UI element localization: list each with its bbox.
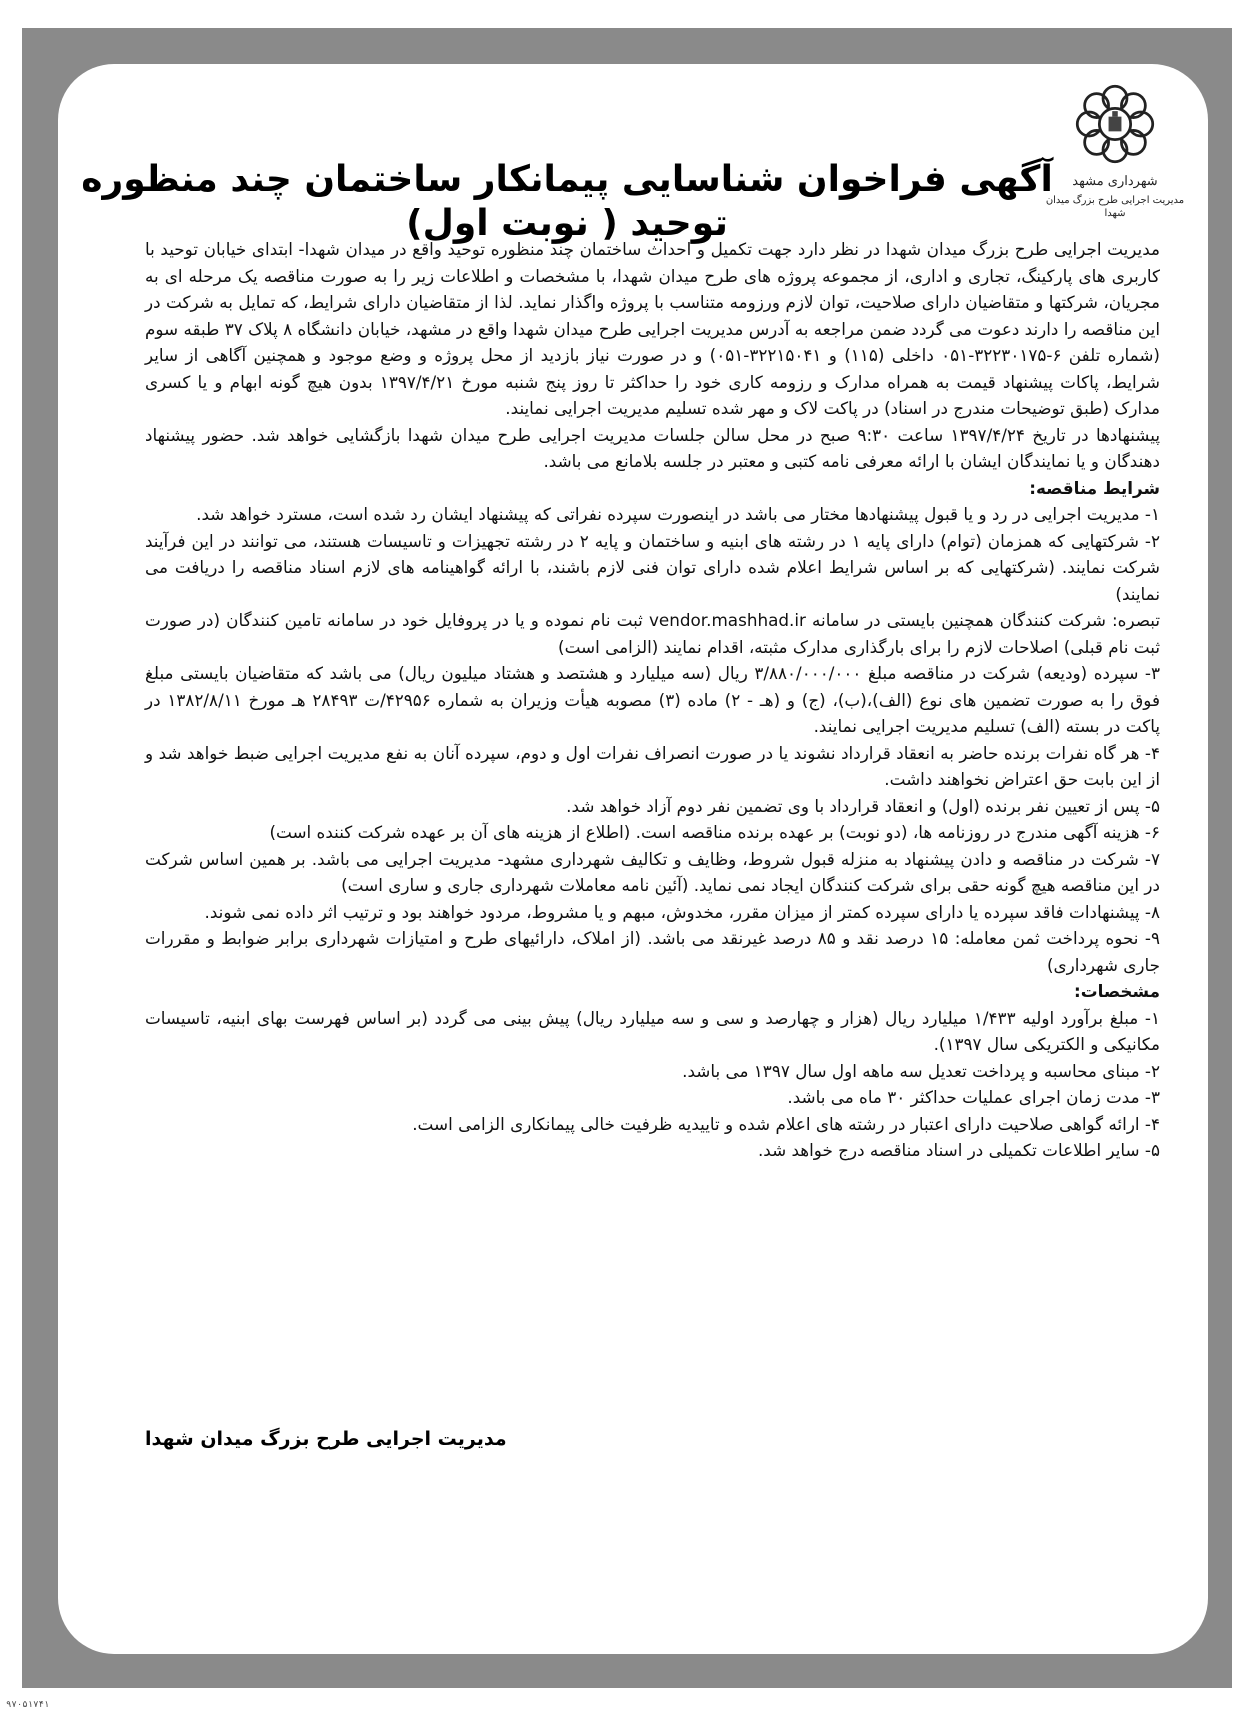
opening-paragraph: پیشنهادها در تاریخ ۱۳۹۷/۴/۲۴ ساعت ۹:۳۰ صبح در محل سالن جلسات مدیریت اجرایی طرح میدان شهدا بازگشایی خواهد شد. حضور پیشنهاد دهندگان و یا نمایندگان ایشان با ارائه معرفی نامه کتبی و معتبر در جلسه بلامانع می باشد. xyxy=(145,424,1160,471)
municipality-logo xyxy=(1045,78,1185,228)
ad-code: ۹۷۰۵۱۷۴۱ xyxy=(6,1700,50,1710)
ad-title: آگهی فراخوان شناسایی پیمانکار ساختمان چند منظوره توحید ( نوبت اول) xyxy=(81,159,1053,244)
conditions-heading: شرایط مناقصه: xyxy=(1029,477,1160,498)
specs-heading: مشخصات: xyxy=(1074,981,1160,1001)
condition-item: ۵- پس از تعیین نفر برنده (اول) و انعقاد قرارداد با وی تضمین نفر دوم آزاد خواهد شد. xyxy=(566,795,1160,816)
condition-item: ۳- سپرده (ودیعه) شرکت در مناقصه مبلغ ۳/۸۸۰/۰۰۰/۰۰۰ ریال (سه میلیارد و هشتصد و هشتاد میلیون ریال) می باشد که متقاضیان بایستی مبلغ فوق را به صورت تضمین های نوع (الف)،(ب)، (ج) و (هـ - ۲) ماده (۳) مصوبه هیأت وزیران به شماره ۴۲۹۵۶/ت ۲۸۴۹۳ هـ مورخ ۱۳۸۲/۸/۱۱ در پاکت در بسته (الف) تسلیم مدیریت اجرایی نمایند. xyxy=(145,663,1160,736)
logo-emblem-icon xyxy=(1069,78,1161,170)
condition-item: ۹- نحوه پرداخت ثمن معامله: ۱۵ درصد نقد و ۸۵ درصد غیرنقد می باشد. (از املاک، دارائیهای طرح و امتیازات شهرداری برابر ضوابط و مقررات جاری شهرداری) xyxy=(145,928,1160,975)
condition-item: ۷- شرکت در مناقصه و دادن پیشنهاد به منزله قبول شروط، وظایف و تکالیف شهرداری مشهد- مدیریت اجرایی می باشد. بر همین اساس شرکت در این مناقصه هیچ گونه حقی برای شرکت کنندگان ایجاد نمی نماید. (آئین نامه معاملات شهرداری جاری و ساری است) xyxy=(145,848,1160,895)
spec-item: ۲- مبنای محاسبه و پرداخت تعدیل سه ماهه اول سال ۱۳۹۷ می باشد. xyxy=(682,1060,1160,1081)
condition-note: تبصره: شرکت کنندگان همچنین بایستی در سامانه vendor.mashhad.ir ثبت نام نموده و یا در پروفایل خود در سامانه تامین کنندگان (در صورت ثبت نام قبلی) اصلاحات لازم را برای بارگذاری مدارک مثبته، اقدام نمایند (الزامی است) xyxy=(145,610,1160,657)
ad-body xyxy=(145,236,1160,1164)
condition-item: ۸- پیشنهادات فاقد سپرده یا دارای سپرده کمتر از میزان مقرر، مخدوش، مبهم و یا مشروط، مردود خواهند بود و ترتیب اثر داده نمی شوند. xyxy=(204,901,1160,922)
spec-item: ۱- مبلغ برآورد اولیه ۱/۴۳۳ میلیارد ریال (هزار و چهارصد و سی و سه میلیارد ریال) پیش بینی می گردد (بر اساس فهرست بهای ابنیه، تاسیسات مکانیکی و الکتریکی سال ۱۳۹۷). xyxy=(145,1007,1160,1054)
spec-item: ۴- ارائه گواهی صلاحیت دارای اعتبار در رشته های اعلام شده و تاییدیه ظرفیت خالی پیمانکاری الزامی است. xyxy=(412,1113,1160,1134)
spec-item: ۵- سایر اطلاعات تکمیلی در اسناد مناقصه درج خواهد شد. xyxy=(757,1140,1160,1160)
condition-item: ۶- هزینه آگهی مندرج در روزنامه ها، (دو نوبت) بر عهده برنده مناقصه است. (اطلاع از هزینه های آن بر عهده شرکت کننده است) xyxy=(269,822,1160,842)
signature: مدیریت اجرایی طرح بزرگ میدان شهدا xyxy=(145,1428,507,1450)
logo-subcaption: مدیریت اجرایی طرح بزرگ میدان شهدا xyxy=(1045,195,1185,219)
condition-item: ۱- مدیریت اجرایی در رد و یا قبول پیشنهادها مختار می باشد در اینصورت سپرده نفراتی که پیشنهاد ایشان رد شده است، مسترد خواهد شد. xyxy=(196,504,1160,524)
intro-paragraph: مدیریت اجرایی طرح بزرگ میدان شهدا در نظر دارد جهت تکمیل و احداث ساختمان چند منظوره توحید واقع در میدان شهدا- ابتدای خیابان توحید با کاربری های پارکینگ، تجاری و اداری، از مجموعه پروژه های طرح میدان شهدا، با مشخصات و اطلاعات زیر را به صورت مناقصه یک مرحله ای به مجریان، شرکتها و متقاضیان دارای صلاحیت، توان لازم ورزومه متناسب با پروژه واگذار نماید. لذا از متقاضیان دارای شرایط، که تمایل به شرکت در این مناقصه را دارند دعوت می گردد ضمن مراجعه به آدرس مدیریت اجرایی طرح میدان شهدا واقع در مشهد، خیابان دانشگاه ۸ پلاک ۳۷ طبقه سوم (شماره تلفن ۶-۳۲۲۳۰۱۷۵-۰۵۱ داخلی (۱۱۵) و ۳۲۲۱۵۰۴۱-۰۵۱) و در صورت نیاز بازدید از محل پروژه و وضع موجود و همچنین آگاهی از سایر شرایط، پاکات پیشنهاد قیمت به همراه مدارک و رزومه کاری خود را حداکثر تا روز پنج شنبه مورخ ۱۳۹۷/۴/۲۱ بدون هیچ گونه ابهام و یا کسری مدارک (طبق توضیحات مندرج در اسناد) در پاکت لاک و مهر شده تسلیم مدیریت اجرایی نمایند. xyxy=(145,239,1160,418)
logo-caption: شهرداری مشهد xyxy=(1072,174,1158,189)
spec-item: ۳- مدت زمان اجرای عملیات حداکثر ۳۰ ماه می باشد. xyxy=(787,1087,1160,1107)
condition-item: ۴- هر گاه نفرات برنده حاضر به انعقاد قرارداد نشوند یا در صورت انصراف نفرات اول و دوم، سپرده آنان به نفع مدیریت اجرایی ضبط خواهد شد و از این بابت حق اعتراض نخواهند داشت. xyxy=(145,742,1160,789)
condition-item: ۲- شرکتهایی که همزمان (توام) دارای پایه ۱ در رشته های ابنیه و ساختمان و پایه ۲ در رشته تجهیزات و تاسیسات هستند، می توانند در این فرآیند شرکت نمایند. (شرکتهایی که بر اساس شرایط اعلام شده دارای توان فنی لازم باشند، با ارائه گواهینامه های لازم اسناد مناقصه را دریافت می نمایند) xyxy=(145,530,1160,604)
